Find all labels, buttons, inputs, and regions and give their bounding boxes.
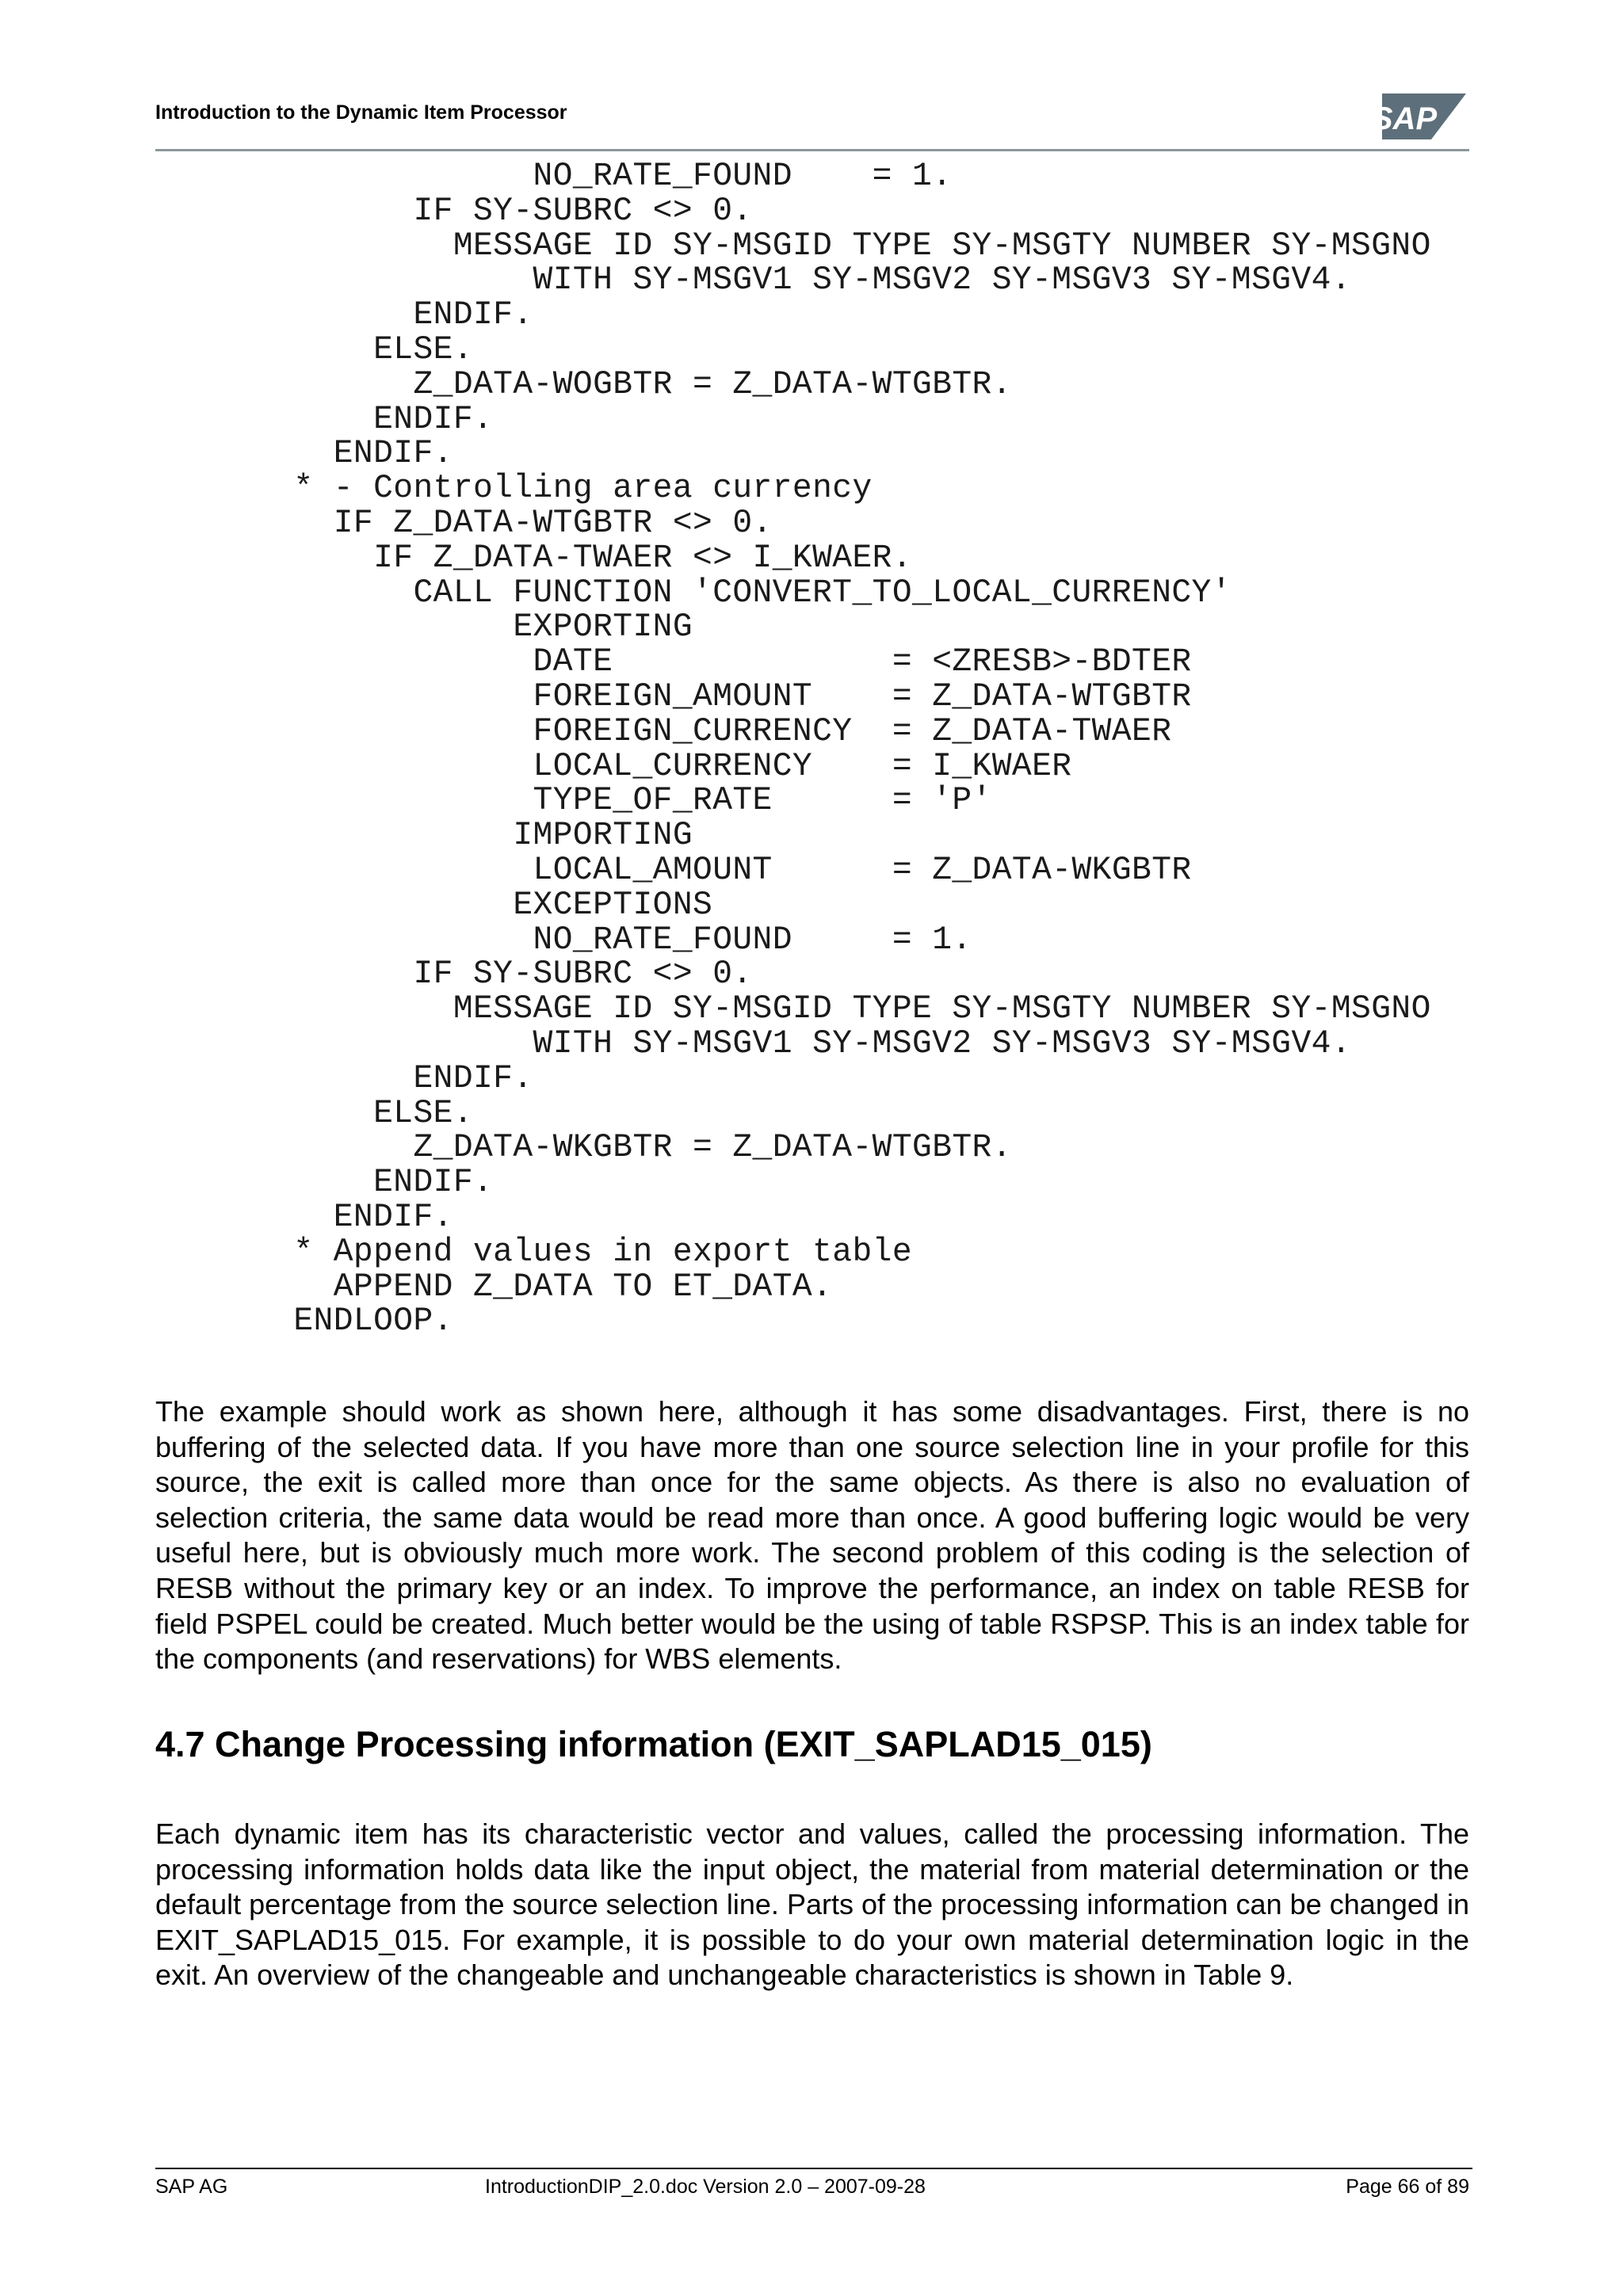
- code-line: IF Z_DATA-TWAER <> I_KWAER.: [254, 540, 913, 577]
- code-line: ELSE.: [254, 1095, 474, 1132]
- code-line: IF Z_DATA-WTGBTR <> 0.: [254, 505, 773, 542]
- code-line: LOCAL_CURRENCY = I_KWAER: [254, 748, 1072, 785]
- code-line: MESSAGE ID SY-MSGID TYPE SY-MSGTY NUMBER SY-MSGNO: [254, 227, 1431, 265]
- code-line: ENDIF.: [254, 401, 494, 438]
- code-line: CALL FUNCTION 'CONVERT_TO_LOCAL_CURRENCY': [254, 574, 1232, 612]
- code-line: ENDLOOP.: [254, 1303, 453, 1341]
- code-line: WITH SY-MSGV1 SY-MSGV2 SY-MSGV3 SY-MSGV4.: [254, 262, 1352, 299]
- code-line: TYPE_OF_RATE = 'P': [254, 783, 992, 820]
- code-line: IMPORTING: [254, 818, 693, 855]
- code-line: FOREIGN_CURRENCY = Z_DATA-TWAER: [254, 713, 1172, 750]
- code-line: * - Controlling area currency: [254, 471, 873, 508]
- body-paragraph-1: The example should work as shown here, although it has some disadvantages. First, there is no buffering of the selected data. If you have more than one source selection line in your profile for this source, the exit is called more than once for the same objects. As there is also no evaluation of selection criteria, the same data would be read more than once. A good buffering logic would be very useful here, but is obviously much more work. The second problem of this coding is the selection of RESB without the primary key or an index. To improve the performance, an index on table RESB for field PSPEL could be created. Much better would be the using of table RSPSP. This is an index table for the components (and reservations) for WBS elements.: [155, 1395, 1469, 1676]
- code-listing: [254, 160, 1431, 1340]
- sap-logo-text: SAP: [1371, 101, 1438, 136]
- code-line: ENDIF.: [254, 1060, 533, 1097]
- code-line: MESSAGE ID SY-MSGID TYPE SY-MSGTY NUMBER SY-MSGNO: [254, 991, 1431, 1028]
- code-line: ELSE.: [254, 331, 474, 368]
- page-header: [155, 93, 1469, 154]
- code-line: Z_DATA-WKGBTR = Z_DATA-WTGBTR.: [254, 1130, 1012, 1167]
- code-line: * Append values in export table: [254, 1234, 913, 1271]
- code-line: FOREIGN_AMOUNT = Z_DATA-WTGBTR: [254, 678, 1192, 715]
- code-line: LOCAL_AMOUNT = Z_DATA-WKGBTR: [254, 852, 1192, 889]
- code-line: ENDIF.: [254, 436, 453, 473]
- code-line: NO_RATE_FOUND = 1.: [254, 158, 953, 195]
- code-line: IF SY-SUBRC <> 0.: [254, 193, 753, 230]
- header-title: Introduction to the Dynamic Item Processor: [155, 101, 567, 124]
- code-line: EXCEPTIONS: [254, 887, 713, 924]
- footer-divider: [155, 2168, 1472, 2169]
- code-line: ENDIF.: [254, 1199, 453, 1236]
- code-line: APPEND Z_DATA TO ET_DATA.: [254, 1268, 833, 1306]
- footer-doc-info: IntroductionDIP_2.0.doc Version 2.0 – 2007-09-28: [485, 2176, 926, 2198]
- code-line: WITH SY-MSGV1 SY-MSGV2 SY-MSGV3 SY-MSGV4.: [254, 1025, 1352, 1062]
- footer-page-number: Page 66 of 89: [1346, 2176, 1469, 2198]
- code-line: ENDIF.: [254, 297, 533, 334]
- body-paragraph-2: Each dynamic item has its characteristic vector and values, called the processing information. The processing information holds data like the input object, the material from material determination or the default percentage from the source selection line. Parts of the processing information can be changed in EXIT_SAPLAD15_015. For example, it is possible to do your own material determination logic in the exit. An overview of the changeable and unchangeable characteristics is shown in Table 9.: [155, 1817, 1469, 1992]
- section-heading: 4.7 Change Processing information (EXIT_SAPLAD15_015): [155, 1724, 1152, 1764]
- page-footer: [155, 2176, 1472, 2203]
- header-divider: [155, 149, 1469, 151]
- code-line: IF SY-SUBRC <> 0.: [254, 956, 753, 994]
- code-line: Z_DATA-WOGBTR = Z_DATA-WTGBTR.: [254, 366, 1012, 403]
- code-line: DATE = <ZRESB>-BDTER: [254, 644, 1192, 681]
- code-line: ENDIF.: [254, 1165, 494, 1202]
- code-line: NO_RATE_FOUND = 1.: [254, 921, 972, 959]
- sap-logo: [1371, 93, 1466, 139]
- footer-company: SAP AG: [155, 2176, 228, 2198]
- code-line: EXPORTING: [254, 609, 693, 646]
